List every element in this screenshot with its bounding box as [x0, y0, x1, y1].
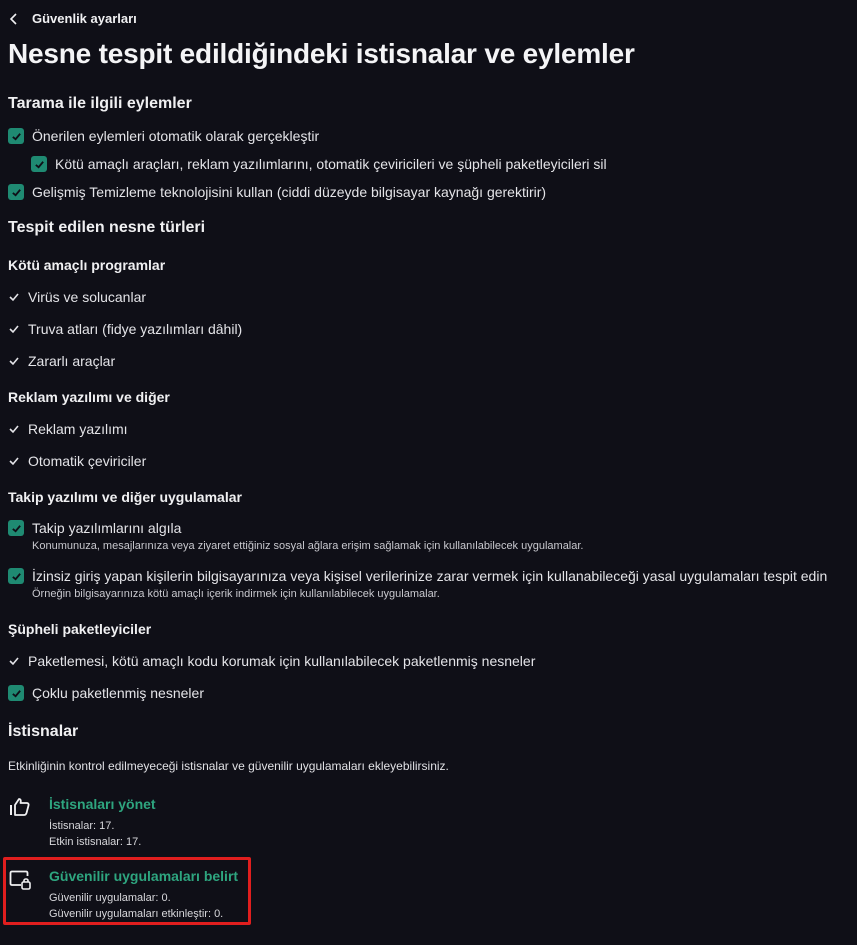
- option-label: Kötü amaçlı araçları, reklam yazılımlarını, otomatik çeviricileri ve şüpheli paketleyicileri sil: [55, 156, 607, 172]
- option-label: Gelişmiş Temizleme teknolojisini kullan (ciddi düzeyde bilgisayar kaynağı gerektirir): [32, 184, 547, 200]
- check-icon: [11, 688, 22, 699]
- fixed-item: [8, 421, 128, 437]
- fixed-item: [8, 653, 535, 669]
- exclusions-description: Etkinliğinin kontrol edilmeyeceği istisnalar ve güvenilir uygulamaları ekleyebilirsiniz.: [8, 759, 449, 773]
- checkmark-icon: [8, 324, 20, 334]
- checkbox[interactable]: [8, 184, 24, 200]
- exclusions-heading: İstisnalar: [8, 723, 79, 740]
- item-label: Paketlemesi, kötü amaçlı kodu korumak için kullanılabilecek paketlenmiş nesneler: [28, 653, 536, 669]
- active-exclusions-count: Etkin istisnalar: 17.: [49, 836, 142, 848]
- malware-heading: Kötü amaçlı programlar: [8, 257, 166, 273]
- auto-actions-option[interactable]: [8, 128, 319, 144]
- checkmark-icon: [8, 424, 20, 434]
- packers-heading: Şüpheli paketleyiciler: [8, 621, 152, 637]
- check-icon: [11, 187, 22, 198]
- option-label: Takip yazılımlarını algıla: [32, 520, 182, 536]
- checkmark-icon: [8, 292, 20, 302]
- chevron-left-icon: [8, 13, 20, 25]
- item-label: Reklam yazılımı: [28, 421, 128, 437]
- detected-types-heading: Tespit edilen nesne türleri: [8, 219, 206, 236]
- checkbox[interactable]: [8, 128, 24, 144]
- detect-legal-apps-option[interactable]: [8, 568, 827, 584]
- checkbox[interactable]: [31, 156, 47, 172]
- delete-tools-option[interactable]: [31, 156, 607, 172]
- fixed-item: [8, 321, 242, 337]
- checkbox[interactable]: [8, 520, 24, 536]
- thumbs-up-icon: [9, 797, 31, 822]
- item-label: Zararlı araçlar: [28, 353, 116, 369]
- check-icon: [34, 159, 45, 170]
- check-icon: [11, 131, 22, 142]
- fixed-item: [8, 353, 115, 369]
- scan-actions-heading: Tarama ile ilgili eylemler: [8, 95, 192, 112]
- option-description: Örneğin bilgisayarınıza kötü amaçlı içerik indirmek için kullanılabilecek uygulamalar.: [32, 588, 440, 600]
- multi-packed-option[interactable]: [8, 685, 204, 701]
- option-label: Çoklu paketlenmiş nesneler: [32, 685, 204, 701]
- checkmark-icon: [8, 656, 20, 666]
- item-label: Truva atları (fidye yazılımları dâhil): [28, 321, 243, 337]
- fixed-item: [8, 453, 146, 469]
- exclusions-count: İstisnalar: 17.: [49, 820, 115, 832]
- manage-exclusions-link[interactable]: İstisnaları yönet: [49, 796, 156, 812]
- advanced-disinfection-option[interactable]: [8, 184, 546, 200]
- option-label: Önerilen eylemleri otomatik olarak gerçekleştir: [32, 128, 320, 144]
- option-label: İzinsiz giriş yapan kişilerin bilgisayarınıza veya kişisel verilerinize zarar vermek için kullanabileceği yasal uygulamaları tespit edin: [32, 568, 828, 584]
- checkmark-icon: [8, 456, 20, 466]
- option-description: Konumunuza, mesajlarınıza veya ziyaret ettiğiniz sosyal ağlara erişim sağlamak için kullanılabilecek uygulamalar.: [32, 540, 584, 552]
- trusted-apps-count: Güvenilir uygulamalar: 0.: [49, 892, 171, 904]
- back-label: Güvenlik ayarları: [32, 11, 137, 26]
- window-lock-icon: [9, 870, 31, 895]
- check-icon: [11, 571, 22, 582]
- checkbox[interactable]: [8, 685, 24, 701]
- trusted-apps-link[interactable]: Güvenilir uygulamaları belirt: [49, 868, 239, 884]
- item-label: Otomatik çeviriciler: [28, 453, 147, 469]
- adware-heading: Reklam yazılımı ve diğer: [8, 389, 170, 405]
- check-icon: [11, 523, 22, 534]
- fixed-item: [8, 289, 146, 305]
- stalkerware-heading: Takip yazılımı ve diğer uygulamalar: [8, 489, 242, 505]
- detect-stalkerware-option[interactable]: [8, 520, 181, 536]
- back-button[interactable]: [8, 11, 137, 26]
- checkmark-icon: [8, 356, 20, 366]
- active-trusted-apps-count: Güvenilir uygulamaları etkinleştir: 0.: [49, 908, 224, 920]
- page-title: Nesne tespit edildiğindeki istisnalar ve eylemler: [8, 38, 635, 69]
- checkbox[interactable]: [8, 568, 24, 584]
- item-label: Virüs ve solucanlar: [28, 289, 147, 305]
